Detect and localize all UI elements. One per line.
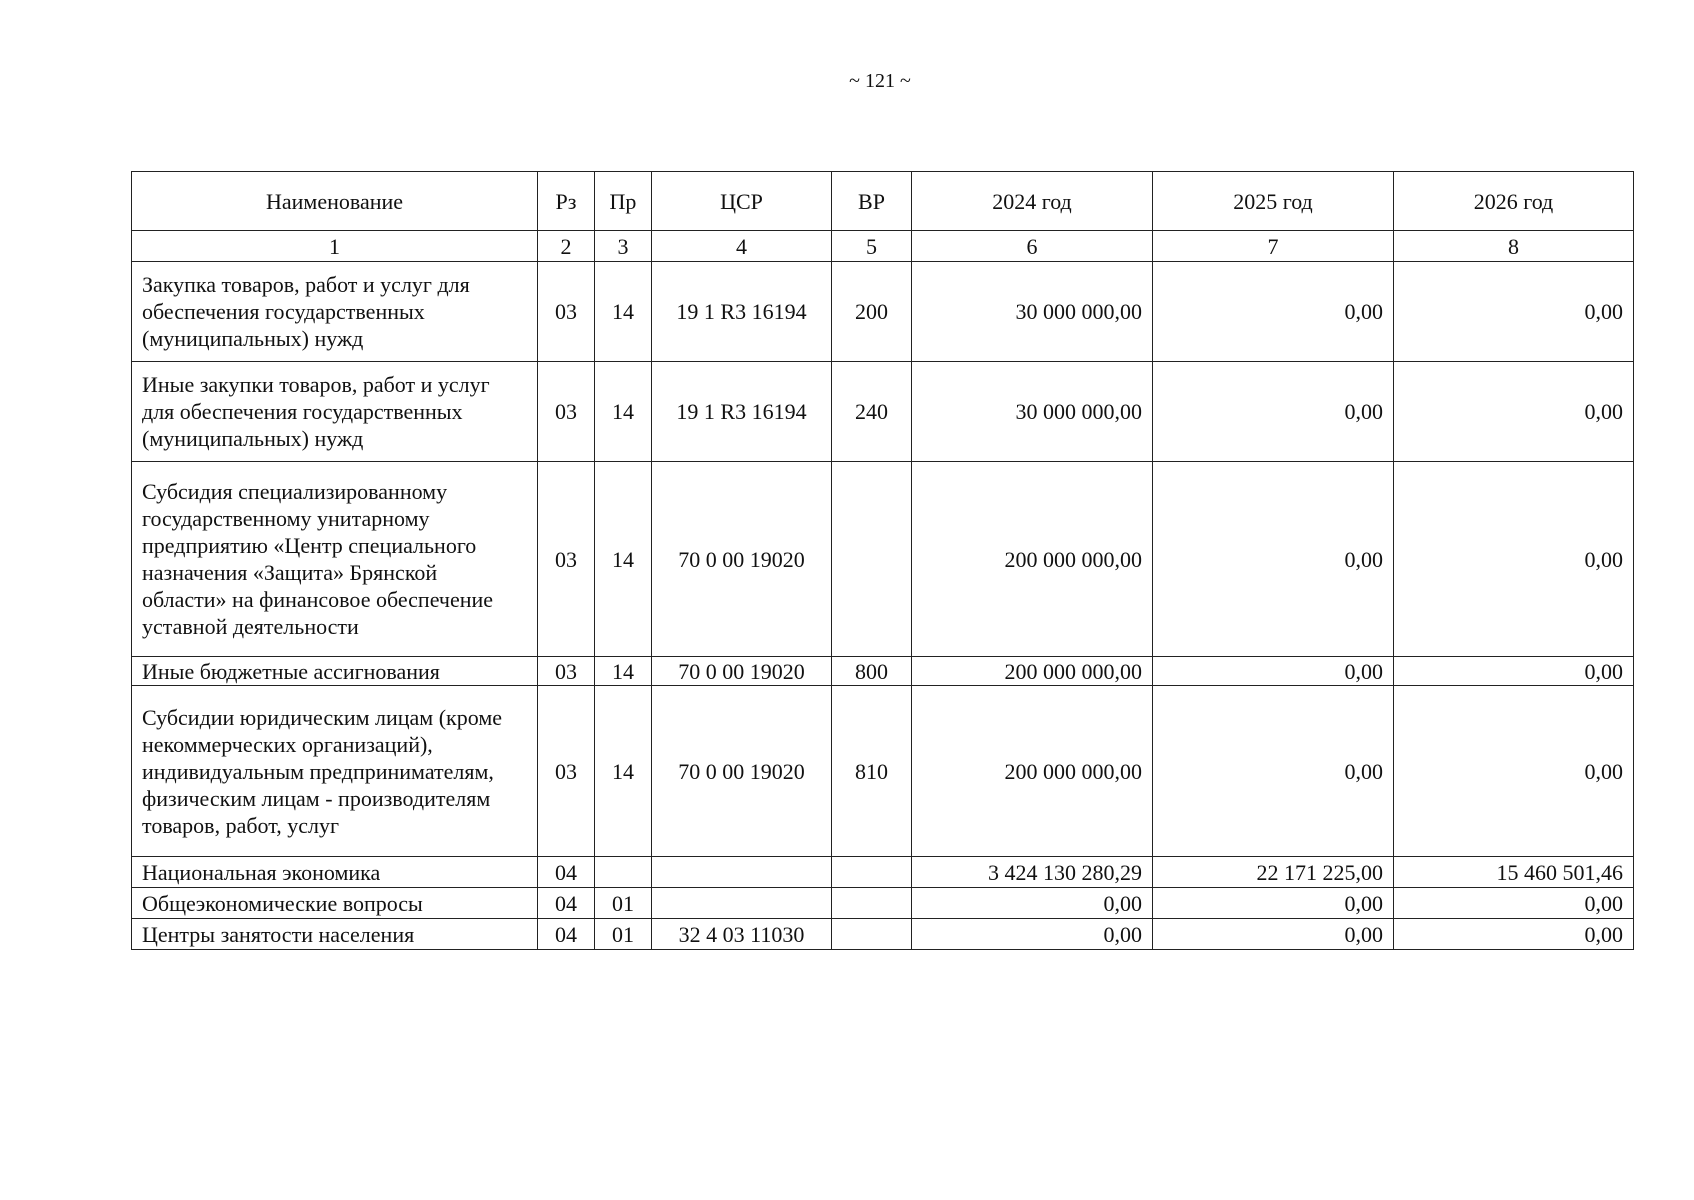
budget-table [131,171,1634,950]
header-pr: Пр [595,172,652,231]
row-pr: 01 [595,919,652,950]
column-number: 5 [832,231,912,262]
header-2025: 2025 год [1153,172,1394,231]
row-vr: 200 [832,262,912,362]
table-row [132,888,1634,919]
row-csr: 70 0 00 19020 [652,462,832,657]
row-rz: 04 [538,888,595,919]
row-pr: 14 [595,657,652,686]
row-rz: 03 [538,462,595,657]
row-name: Иные бюджетные ассигнования [132,657,538,686]
row-2024: 0,00 [912,919,1153,950]
header-name: Наименование [132,172,538,231]
table-row [132,919,1634,950]
row-name: Субсидия специализированному государственному унитарному предприятию «Центр специального назначения «Защита» Брянской области» на финансовое обеспечение уставной деятельности [132,462,538,657]
row-rz: 04 [538,857,595,888]
row-name: Национальная экономика [132,857,538,888]
row-vr [832,462,912,657]
header-vr: ВР [832,172,912,231]
row-name: Общеэкономические вопросы [132,888,538,919]
column-number: 7 [1153,231,1394,262]
row-rz: 03 [538,686,595,857]
column-number: 2 [538,231,595,262]
row-2026: 0,00 [1394,686,1634,857]
row-2024: 200 000 000,00 [912,462,1153,657]
header-2024: 2024 год [912,172,1153,231]
row-name: Закупка товаров, работ и услуг для обеспечения государственных (муниципальных) нужд [132,262,538,362]
header-rz: Рз [538,172,595,231]
row-pr: 14 [595,362,652,462]
row-2024: 30 000 000,00 [912,362,1153,462]
row-2026: 0,00 [1394,462,1634,657]
row-name: Иные закупки товаров, работ и услуг для обеспечения государственных (муниципальных) нужд [132,362,538,462]
column-number-row [132,231,1634,262]
row-2026: 0,00 [1394,657,1634,686]
row-vr [832,919,912,950]
row-csr: 32 4 03 11030 [652,919,832,950]
row-vr: 810 [832,686,912,857]
row-csr [652,857,832,888]
row-2026: 0,00 [1394,919,1634,950]
row-csr: 19 1 R3 16194 [652,262,832,362]
header-csr: ЦСР [652,172,832,231]
row-2025: 0,00 [1153,362,1394,462]
table-row [132,262,1634,362]
row-2025: 0,00 [1153,262,1394,362]
row-2024: 200 000 000,00 [912,657,1153,686]
table-row [132,857,1634,888]
row-csr [652,888,832,919]
row-rz: 03 [538,657,595,686]
column-number: 8 [1394,231,1634,262]
row-2026: 15 460 501,46 [1394,857,1634,888]
row-2026: 0,00 [1394,262,1634,362]
row-2024: 0,00 [912,888,1153,919]
row-rz: 03 [538,362,595,462]
row-csr: 70 0 00 19020 [652,686,832,857]
row-2025: 22 171 225,00 [1153,857,1394,888]
row-csr: 19 1 R3 16194 [652,362,832,462]
row-csr: 70 0 00 19020 [652,657,832,686]
row-2024: 3 424 130 280,29 [912,857,1153,888]
table-row [132,686,1634,857]
header-row [132,172,1634,231]
row-2026: 0,00 [1394,888,1634,919]
row-pr: 14 [595,686,652,857]
table-row [132,462,1634,657]
row-vr [832,888,912,919]
row-name: Центры занятости населения [132,919,538,950]
header-2026: 2026 год [1394,172,1634,231]
row-2025: 0,00 [1153,462,1394,657]
row-rz: 04 [538,919,595,950]
column-number: 6 [912,231,1153,262]
row-pr: 01 [595,888,652,919]
row-vr: 240 [832,362,912,462]
row-2026: 0,00 [1394,362,1634,462]
column-number: 1 [132,231,538,262]
row-vr [832,857,912,888]
table-row [132,657,1634,686]
row-2025: 0,00 [1153,657,1394,686]
row-2025: 0,00 [1153,888,1394,919]
row-pr: 14 [595,462,652,657]
row-pr [595,857,652,888]
row-2024: 200 000 000,00 [912,686,1153,857]
row-2025: 0,00 [1153,686,1394,857]
table-row [132,362,1634,462]
row-vr: 800 [832,657,912,686]
column-number: 4 [652,231,832,262]
row-2024: 30 000 000,00 [912,262,1153,362]
row-2025: 0,00 [1153,919,1394,950]
row-rz: 03 [538,262,595,362]
row-name: Субсидии юридическим лицам (кроме некоммерческих организаций), индивидуальным предпринимателям, физическим лицам - производителям товаров, работ, услуг [132,686,538,857]
row-pr: 14 [595,262,652,362]
column-number: 3 [595,231,652,262]
page-number: ~ 121 ~ [849,70,911,92]
